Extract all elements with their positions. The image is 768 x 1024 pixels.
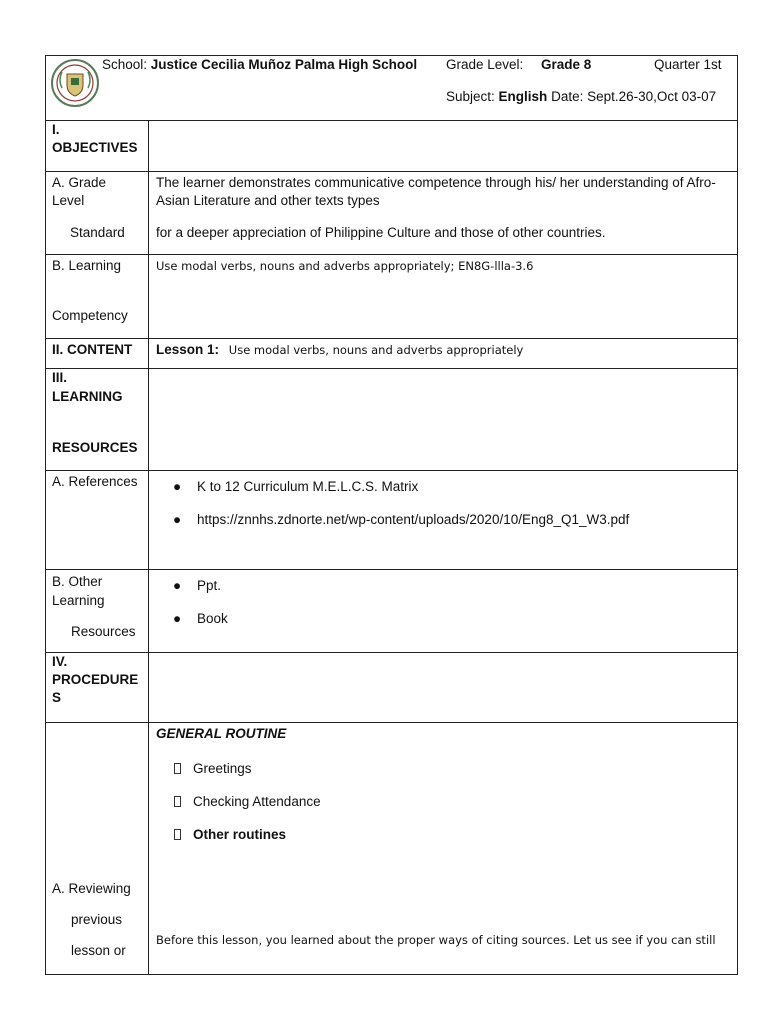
bullet-dot-icon: ● (173, 479, 182, 494)
other-resources-list (149, 577, 737, 628)
other-resources-label-c: Resources (71, 624, 136, 639)
empty-box-icon (174, 796, 181, 807)
competency-label-a: B. Learning (52, 258, 122, 273)
other-resources-label-b: Learning (52, 593, 105, 608)
reviewing-label-b: previous (71, 912, 123, 927)
references-row (46, 471, 738, 570)
grade-standard-row (46, 172, 738, 255)
other-resources-row (46, 570, 738, 653)
school-seal-icon (50, 58, 100, 108)
empty-box-icon (174, 829, 181, 840)
procedures-label-c: S (52, 690, 62, 705)
lesson-plan-document (45, 55, 738, 975)
header-block (45, 55, 738, 121)
grade-standard-text: The learner demonstrates communicative competence through his/ her understanding of Afro-Asian Literature and other texts types (156, 175, 716, 208)
reviewing-label-c: lesson or (71, 943, 126, 958)
list-item: ● Book (173, 611, 228, 626)
competency-text: Use modal verbs, nouns and adverbs appropriately; EN8G-llla-3.6 (156, 259, 534, 273)
school-label: School: (102, 57, 148, 72)
grade-standard-label-b: Level (52, 193, 85, 208)
bullet-dot-icon: ● (173, 512, 182, 527)
grade-standard-label-a: A. Grade (52, 175, 107, 190)
content-label: II. CONTENT (52, 342, 133, 357)
other-resources-label-a: B. Other (52, 574, 103, 589)
procedures-row (46, 653, 738, 723)
references-list (149, 478, 737, 529)
objectives-row (46, 121, 738, 172)
list-item: Greetings (149, 760, 737, 778)
lesson-label: Lesson 1: (156, 342, 220, 357)
procedures-label-b: PROCEDURE (52, 672, 139, 687)
list-item: Checking Attendance (149, 793, 737, 811)
resources-label-num: III. (52, 370, 68, 385)
quarter-text: Quarter 1st (654, 57, 722, 72)
school-name: Justice Cecilia Muñoz Palma High School (150, 57, 418, 72)
empty-box-icon (174, 763, 181, 774)
references-label: A. References (52, 474, 138, 489)
list-item: ● Ppt. (173, 578, 222, 593)
competency-row (46, 255, 738, 339)
resources-row (46, 369, 738, 471)
routine-list (149, 760, 737, 844)
list-item: Other routines (149, 826, 737, 844)
subject-label: Subject: (446, 89, 495, 104)
bullet-dot-icon: ● (173, 611, 182, 626)
competency-label-b: Competency (52, 308, 128, 323)
resources-label-c: RESOURCES (52, 440, 138, 455)
grade-standard-text-b: for a deeper appreciation of Philippine Culture and those of other countries. (156, 225, 606, 240)
general-routine-title: GENERAL ROUTINE (156, 726, 287, 741)
lesson-plan-table (45, 120, 738, 975)
objectives-label-num: I. (52, 122, 60, 137)
content-row (46, 339, 738, 369)
reviewing-text: Before this lesson, you learned about the proper ways of citing sources. Let us see if you can still (156, 933, 716, 947)
resources-label-b: LEARNING (52, 389, 123, 404)
reviewing-label-a: A. Reviewing (52, 881, 131, 896)
list-item: ● K to 12 Curriculum M.E.L.C.S. Matrix (173, 479, 419, 494)
lesson-text: Use modal verbs, nouns and adverbs appropriately (228, 343, 524, 357)
subject-value: English (498, 89, 548, 104)
grade-level-label: Grade Level: (446, 57, 524, 72)
reference-link[interactable]: ● https://znnhs.zdnorte.net/wp-content/uploads/2020/10/Eng8_Q1_W3.pdf (173, 512, 630, 527)
objectives-label: OBJECTIVES (52, 140, 138, 155)
bullet-dot-icon: ● (173, 578, 182, 593)
grade-level-value: Grade 8 (541, 57, 592, 72)
reviewing-row (46, 723, 738, 975)
date-text: Date: Sept.26-30,Oct 03-07 (551, 89, 717, 104)
grade-standard-label-c: Standard (70, 225, 125, 240)
procedures-label-num: IV. (52, 654, 68, 669)
